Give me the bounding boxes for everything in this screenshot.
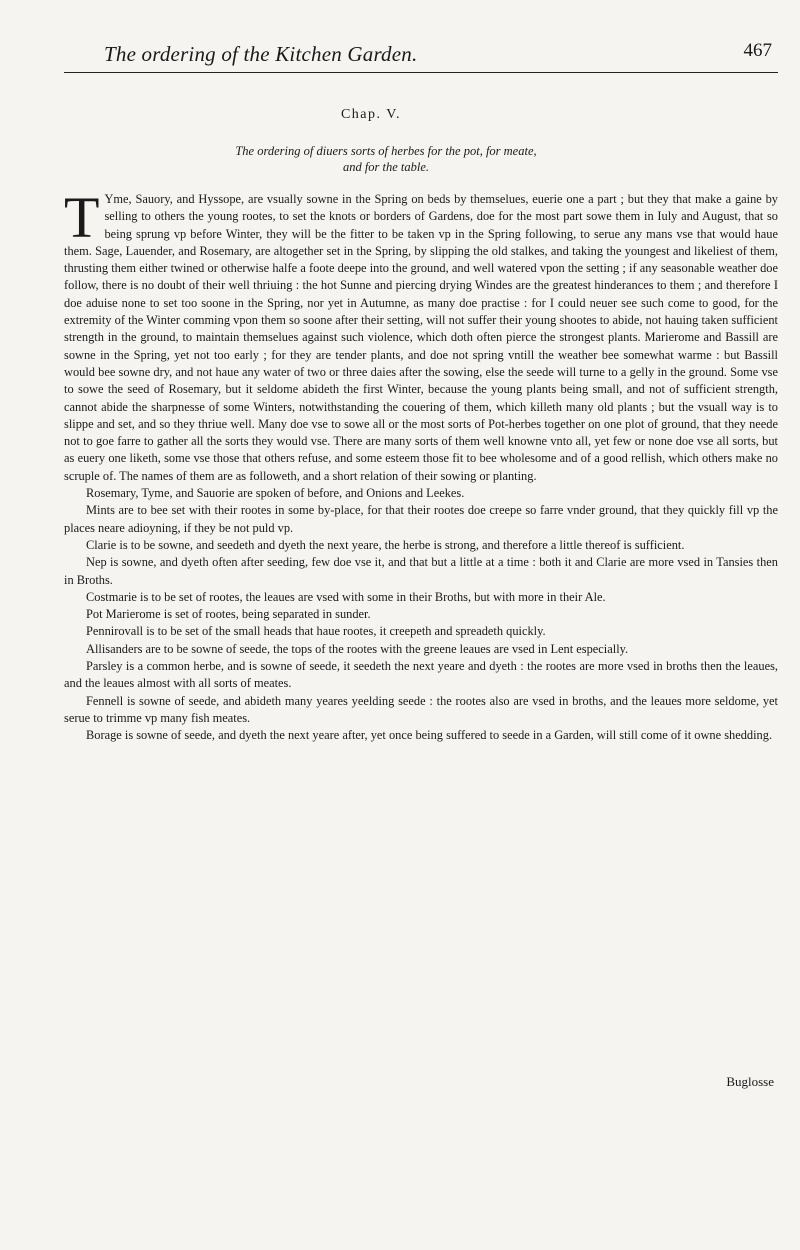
paragraph: Clarie is to be sowne, and seedeth and dyeth the next yeare, the herbe is strong, and therefore a little thereof is sufficient.: [86, 537, 685, 552]
paragraph: Borage is sowne of seede, and dyeth the next yeare after, yet once being suffered to seede in a Garden, will still come of it owne shedding.: [86, 728, 773, 743]
catchword: Buglosse: [726, 1074, 774, 1089]
paragraph-text: Yme, Sauory, and Hyssope, are vsually sowne in the Spring on beds by themselues, euerie one a part ; but they that make a gaine by selling to others the young rootes, to set the knots or borders of Gardens, doe for the most part sowe them in Iuly and August, that so being sprung vp before Winter, they will be the fitter to be taken vp in the Spring following, to serue any mans vse that would haue them. Sage, Lauender, and Rosemary, are altogether set in the Spring, by slipping the old stalkes, and taking the youngest and likeliest of them, thrusting them either twined or otherwise halfe a foote deepe into the ground, and well watered vpon the setting ; if any seasonable weather doe follow, there is no doubt of their well thriuing : the hot Sunne and piercing drying Windes are the greatest hinderances to them ; and therefore I doe aduise none to set too soone in the Spring, nor yet in Autumne, as many doe practise : for I could neuer see such come to good, for the extremity of the Winter comming vpon them so soone after their setting, will not suffer their young shootes to abide, not hauing taken sufficient strength in the ground, to maintain themselues against such violence, which doth often pierce the strongest plants. Marierome and Bassill are sowne in the Spring, yet not too early ; for they are tender plants, and doe not spring vntill the weather bee somewhat warme : but Bassill would bee sowne dry, and not haue any water of two or three daies after the sowing, else the seede will turne to a gelly in the ground. Some vse to sowe the seed of Rosemary, but it seldome abideth the first Winter, because the young plants being small, and not of sufficient strength, cannot abide the sharpnesse of some Winters, notwithstanding the couering of them, which killeth many old plants ; but the vsuall way is to slippe and set, and so they thriue well. Many doe vse to sowe all or the most sorts of Pot-herbes together on one plot of ground, that they neede not to goe farre to gather all the sorts they would vse. There are many sorts of them well knowne vnto all, yet few or none doe vse all sorts, but as euery one liketh, some vse those that others refuse, and some esteem those fit to bee wholesome and of a good rellish, which others make no scruple of. The names of them are as followeth, and a short relation of their sowing or planting.: [64, 192, 778, 483]
running-header: [64, 40, 778, 73]
drop-cap: T: [64, 185, 100, 250]
paragraph: Mints are to bee set with their rootes in some by-place, for that their rootes doe creepe so farre vnder ground, that they quickly fill vp the places neare adioyning, if they be not puld vp.: [64, 503, 778, 535]
chapter-title-line-2: and for the table.: [342, 160, 430, 174]
paragraph: Parsley is a common herbe, and is sowne of seede, it seedeth the next yeare and dyeth : the rootes are more vsed in broths then the leaues, and the leaues almost with all sorts of meates.: [64, 659, 778, 691]
paragraph: Fennell is sowne of seede, and abideth many yeares yeelding seede : the rootes also are vsed in broths, and the leaues more seldome, yet serue to trimme vp many fish meates.: [64, 693, 778, 725]
paragraph: [64, 185, 778, 485]
paragraph: Allisanders are to be sowne of seede, the tops of the rootes with the greene leaues are vsed in Lent especially.: [86, 641, 629, 656]
paragraph: Costmarie is to be set of rootes, the leaues are vsed with some in their Broths, but with more in their Ale.: [86, 589, 606, 604]
paragraph: Pot Marierome is set of rootes, being separated in sunder.: [86, 607, 371, 622]
page-number: 467: [743, 40, 772, 61]
chapter-heading: Chap. V.: [340, 107, 402, 122]
running-title: The ordering of the Kitchen Garden.: [104, 42, 418, 66]
chapter-title: [0, 143, 778, 175]
paragraph: Rosemary, Tyme, and Sauorie are spoken of before, and Onions and Leekes.: [86, 486, 465, 501]
body-text: [64, 185, 778, 745]
chapter-title-line-1: The ordering of diuers sorts of herbes for the pot, for meate,: [235, 144, 537, 158]
paragraph: Pennirovall is to be set of the small heads that haue rootes, it creepeth and spreadeth quickly.: [86, 624, 546, 639]
paragraph: Nep is sowne, and dyeth often after seeding, few doe vse it, and that but a little at a time : both it and Clarie are more vsed in Tansies then in Broths.: [64, 555, 778, 587]
